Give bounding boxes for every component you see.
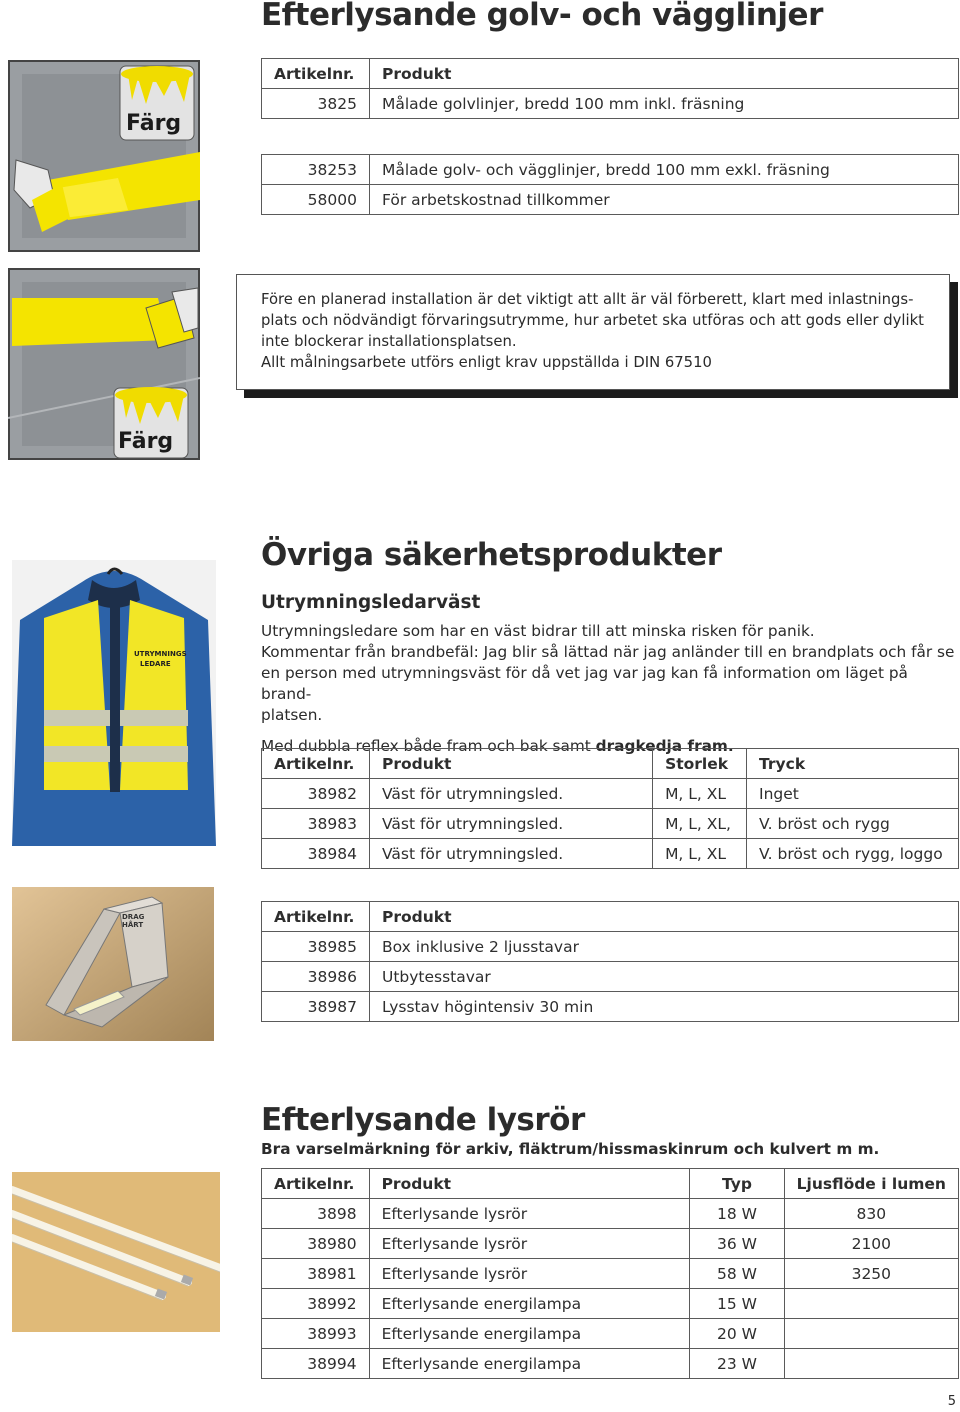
table-row: [262, 1259, 959, 1289]
table-row: [262, 1289, 959, 1319]
box-print-label-1: DRAG: [122, 913, 145, 921]
paint-floor-image: [8, 60, 200, 252]
article-number: 38983: [262, 809, 370, 839]
page-number: 5: [947, 1394, 956, 1409]
lumen: 830: [784, 1199, 958, 1229]
info-line: Allt målningsarbete utförs enligt krav uppställda i DIN 67510: [261, 354, 712, 371]
vest-print-label-2: LEDARE: [140, 660, 171, 668]
type: 18 W: [690, 1199, 784, 1229]
column-header-product: Produkt: [369, 902, 958, 932]
size: M, L, XL: [653, 779, 747, 809]
table-row: [262, 932, 959, 962]
product-name: Efterlysande energilampa: [369, 1349, 690, 1379]
article-number: 38253: [262, 155, 370, 185]
reflex-bold: dragkedja fram.: [595, 737, 734, 755]
article-number: 38984: [262, 839, 370, 869]
paint-can-label-1: Färg: [126, 111, 182, 136]
product-name: Efterlysande lysrör: [369, 1259, 690, 1289]
type: 15 W: [690, 1289, 784, 1319]
table-row: [262, 1319, 959, 1349]
product-name: För arbetskostnad tillkommer: [369, 185, 958, 215]
article-number: 38994: [262, 1349, 370, 1379]
vest-description: [261, 621, 959, 757]
product-name: Efterlysande energilampa: [369, 1289, 690, 1319]
light-stick-table: [261, 901, 959, 1022]
table-row: [262, 155, 959, 185]
floor-lines-table: [261, 58, 959, 215]
type: 20 W: [690, 1319, 784, 1349]
lumen: [784, 1319, 958, 1349]
column-header-print: Tryck: [747, 749, 959, 779]
table-row: [262, 1349, 959, 1379]
product-name: Väst för utrymningsled.: [369, 839, 652, 869]
tubes-subtitle: Bra varselmärkning för arkiv, fläktrum/hissmaskinrum och kulvert m m.: [261, 1140, 880, 1158]
lumen: [784, 1289, 958, 1319]
table-row: [262, 779, 959, 809]
article-number: 38992: [262, 1289, 370, 1319]
table-header-row: [262, 59, 959, 89]
article-number: 38982: [262, 779, 370, 809]
article-number: 38993: [262, 1319, 370, 1349]
column-header-art: Artikelnr.: [262, 1169, 370, 1199]
info-line: Före en planerad installation är det viktigt att allt är väl förberett, klart med inlastnings-: [261, 291, 914, 308]
product-name: Väst för utrymningsled.: [369, 809, 652, 839]
table-row: [262, 1199, 959, 1229]
column-header-product: Produkt: [369, 1169, 690, 1199]
print: V. bröst och rygg, loggo: [747, 839, 959, 869]
table-row: [262, 89, 959, 119]
size: M, L, XL,: [653, 809, 747, 839]
table-header-row: [262, 749, 959, 779]
paint-wall-image: [8, 268, 200, 460]
product-name: Lysstav högintensiv 30 min: [369, 992, 958, 1022]
table-header-row: [262, 1169, 959, 1199]
article-number: 38987: [262, 992, 370, 1022]
article-number: 38986: [262, 962, 370, 992]
installation-info-box: [236, 274, 950, 390]
table-row: [262, 962, 959, 992]
lumen: 2100: [784, 1229, 958, 1259]
print: V. bröst och rygg: [747, 809, 959, 839]
article-number: 3825: [262, 89, 370, 119]
column-header-art: Artikelnr.: [262, 902, 370, 932]
table-row: [262, 1229, 959, 1259]
product-name: Efterlysande lysrör: [369, 1199, 690, 1229]
column-header-size: Storlek: [653, 749, 747, 779]
article-number: 38981: [262, 1259, 370, 1289]
paint-can-label-2: Färg: [118, 429, 174, 454]
vest-print-label-1: UTRYMNINGS: [134, 650, 187, 658]
light-stick-box-image: [12, 887, 214, 1041]
table-row: [262, 992, 959, 1022]
type: 23 W: [690, 1349, 784, 1379]
fluorescent-tubes-table: [261, 1168, 959, 1379]
section-title-fluorescent-tubes: Efterlysande lysrör: [261, 1102, 585, 1138]
section-title-safety-products: Övriga säkerhetsprodukter: [261, 537, 722, 573]
column-header-product: Produkt: [369, 59, 958, 89]
info-line: inte blockerar installationsplatsen.: [261, 333, 517, 350]
vest-description-line: Utrymningsledare som har en väst bidrar till att minska risken för panik.: [261, 622, 815, 640]
vest-description-line: platsen.: [261, 706, 323, 724]
type: 36 W: [690, 1229, 784, 1259]
product-name: Väst för utrymningsled.: [369, 779, 652, 809]
article-number: 3898: [262, 1199, 370, 1229]
reflex-text: Med dubbla reflex både fram och bak samt: [261, 737, 596, 755]
info-line: plats och nödvändigt förvaringsutrymme, hur arbetet ska utföras och att gods eller dylikt: [261, 312, 924, 329]
product-name: Efterlysande lysrör: [369, 1229, 690, 1259]
column-header-art: Artikelnr.: [262, 749, 370, 779]
product-name: Målade golvlinjer, bredd 100 mm inkl. fräsning: [369, 89, 958, 119]
column-header-product: Produkt: [369, 749, 652, 779]
table-row: [262, 809, 959, 839]
type: 58 W: [690, 1259, 784, 1289]
table-header-row: [262, 902, 959, 932]
column-header-type: Typ: [690, 1169, 784, 1199]
section-title-floor-lines: Efterlysande golv- och vägglinjer: [261, 0, 823, 33]
article-number: 38985: [262, 932, 370, 962]
table-row: [262, 185, 959, 215]
table-row: [262, 839, 959, 869]
vest-description-line: Kommentar från brandbefäl: Jag blir så lättad när jag anländer till en brandplats och får se: [261, 643, 955, 661]
article-number: 58000: [262, 185, 370, 215]
vest-subtitle: Utrymningsledarväst: [261, 592, 481, 613]
product-name: Efterlysande energilampa: [369, 1319, 690, 1349]
lumen: 3250: [784, 1259, 958, 1289]
column-header-art: Artikelnr.: [262, 59, 370, 89]
fluorescent-tubes-image: [12, 1172, 220, 1332]
product-name: Målade golv- och vägglinjer, bredd 100 mm exkl. fräsning: [369, 155, 958, 185]
box-print-label-2: HÅRT: [122, 921, 144, 929]
print: Inget: [747, 779, 959, 809]
column-header-lumen: Ljusflöde i lumen: [784, 1169, 958, 1199]
vest-image: [12, 560, 216, 846]
vest-table: [261, 748, 959, 869]
product-name: Box inklusive 2 ljusstavar: [369, 932, 958, 962]
size: M, L, XL: [653, 839, 747, 869]
vest-description-line: en person med utrymningsväst för då vet jag var jag kan få information om läget på brand-: [261, 664, 908, 703]
article-number: 38980: [262, 1229, 370, 1259]
product-name: Utbytesstavar: [369, 962, 958, 992]
lumen: [784, 1349, 958, 1379]
